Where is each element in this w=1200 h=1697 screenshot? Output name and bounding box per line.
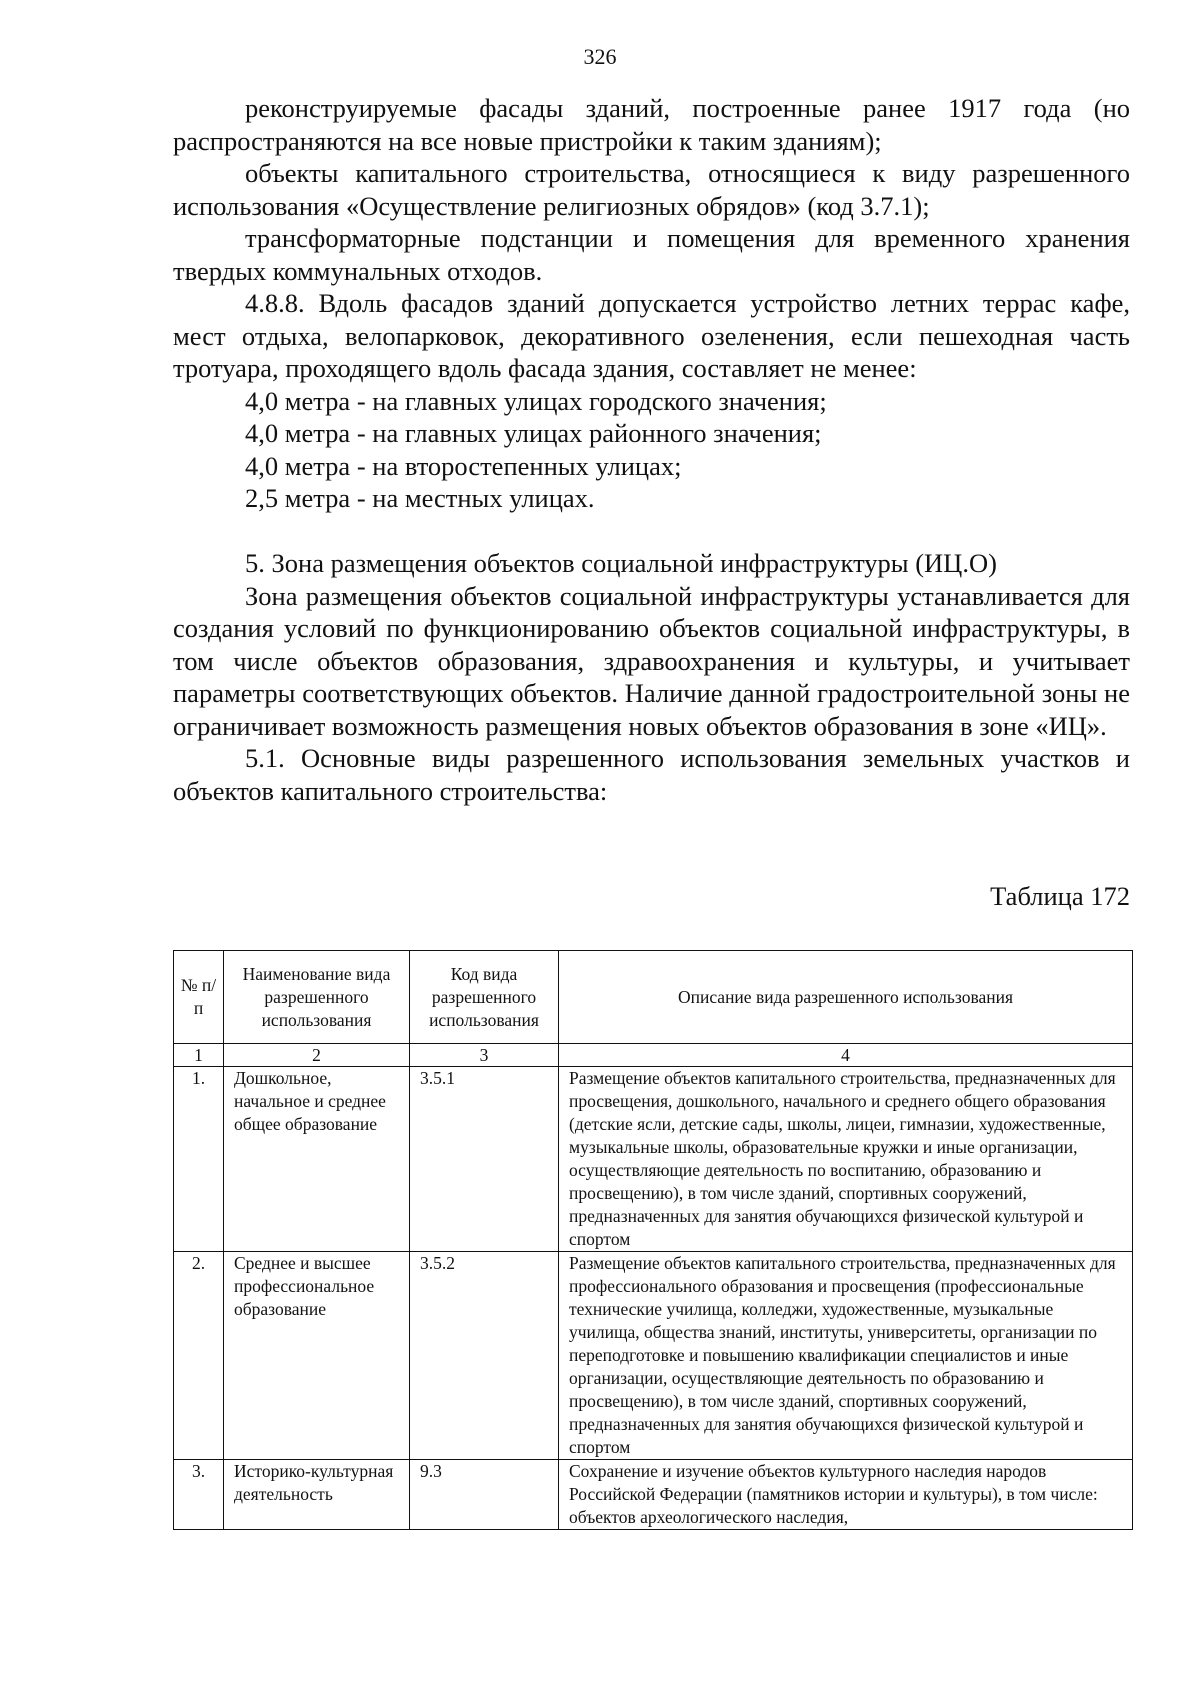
list-item-secondary-streets: 4,0 метра - на второстепенных улицах; — [245, 450, 682, 481]
table-row — [174, 1460, 1133, 1530]
use-name: Историко-культурная деятельность — [224, 1460, 410, 1530]
use-description: Сохранение и изучение объектов культурного наследия народов Российской Федерации (памятников истории и культуры), в том числе: объектов археологического наследия, — [559, 1460, 1133, 1530]
paragraph-religious: объекты капитального строительства, относящиеся к виду разрешенного использования «Осуществление религиозных обрядов» (код 3.7.1); — [173, 158, 1130, 221]
section-heading: 5. Зона размещения объектов социальной инфраструктуры (ИЦ.О) — [245, 548, 997, 578]
body-text — [173, 92, 1130, 807]
column-number: 3 — [410, 1044, 559, 1067]
use-description: Размещение объектов капитального строительства, предназначенных для просвещения, дошкольного, начального и среднего общего образования (детские ясли, детские сады, школы, лицеи, гимназии, художественные, музыкальные школы, образовательные кружки и иные организации, осуществляющие деятельность по воспитанию, образованию и просвещению), в том числе зданий, спортивных сооружений, предназначенных для занятия обучающихся физической культурой и спортом — [559, 1067, 1133, 1252]
use-code: 3.5.2 — [410, 1252, 559, 1460]
column-number: 1 — [174, 1044, 224, 1067]
use-description: Размещение объектов капитального строительства, предназначенных для профессионального образования и просвещения (профессиональные технические училища, колледжи, художественные, музыкальные училища, общества знаний, институты, университеты, организации по переподготовке и повышению квалификации специалистов и иные организации, осуществляющие деятельность по образованию и просвещению), в том числе зданий, спортивных сооружений, предназначенных для занятия обучающихся физической культурой и спортом — [559, 1252, 1133, 1460]
header-number: № п/п — [174, 951, 224, 1044]
page-number: 326 — [583, 44, 617, 69]
table-header-row — [174, 951, 1133, 1044]
list-item-city-streets: 4,0 метра - на главных улицах городского значения; — [245, 385, 827, 416]
use-name: Среднее и высшее профессиональное образование — [224, 1252, 410, 1460]
paragraph-facades: реконструируемые фасады зданий, построенные ранее 1917 года (но распространяются на все новые пристройки к таким зданиям); — [173, 93, 1130, 156]
paragraph-4-8-8: 4.8.8. Вдоль фасадов зданий допускается устройство летних террас кафе, мест отдыха, велопарковок, декоративного озеленения, если пешеходная часть тротуара, проходящего вдоль фасада здания, составляет не менее: — [173, 288, 1130, 383]
row-number: 3. — [174, 1460, 224, 1530]
table-row — [174, 1067, 1133, 1252]
row-number: 1. — [174, 1067, 224, 1252]
section-body: Зона размещения объектов социальной инфраструктуры устанавливается для создания условий по функционированию объектов социальной инфраструктуры, в том числе объектов образования, здравоохранения и культуры, и учитывает параметры соответствующих объектов. Наличие данной градостроительной зоны не ограничивает возможность размещения новых объектов образования в зоне «ИЦ». — [173, 580, 1130, 741]
use-code: 3.5.1 — [410, 1067, 559, 1252]
section-subheading: 5.1. Основные виды разрешенного использования земельных участков и объектов капитального строительства: — [173, 743, 1130, 806]
column-number: 4 — [559, 1044, 1133, 1067]
column-number: 2 — [224, 1044, 410, 1067]
column-number-row — [174, 1044, 1133, 1067]
list-item-district-streets: 4,0 метра - на главных улицах районного значения; — [245, 418, 822, 448]
use-name: Дошкольное, начальное и среднее общее образование — [224, 1067, 410, 1252]
header-use-name: Наименование вида разрешенного использования — [224, 951, 410, 1044]
use-code: 9.3 — [410, 1460, 559, 1530]
header-use-code: Код вида разрешенного использования — [410, 951, 559, 1044]
list-item-local-streets: 2,5 метра - на местных улицах. — [245, 483, 595, 513]
header-use-description: Описание вида разрешенного использования — [559, 951, 1133, 1044]
table-caption: Таблица 172 — [990, 881, 1130, 911]
row-number: 2. — [174, 1252, 224, 1460]
permitted-use-table — [173, 950, 1133, 1530]
table-row — [174, 1252, 1133, 1460]
paragraph-transformers: трансформаторные подстанции и помещения для временного хранения твердых коммунальных отходов. — [173, 223, 1130, 286]
